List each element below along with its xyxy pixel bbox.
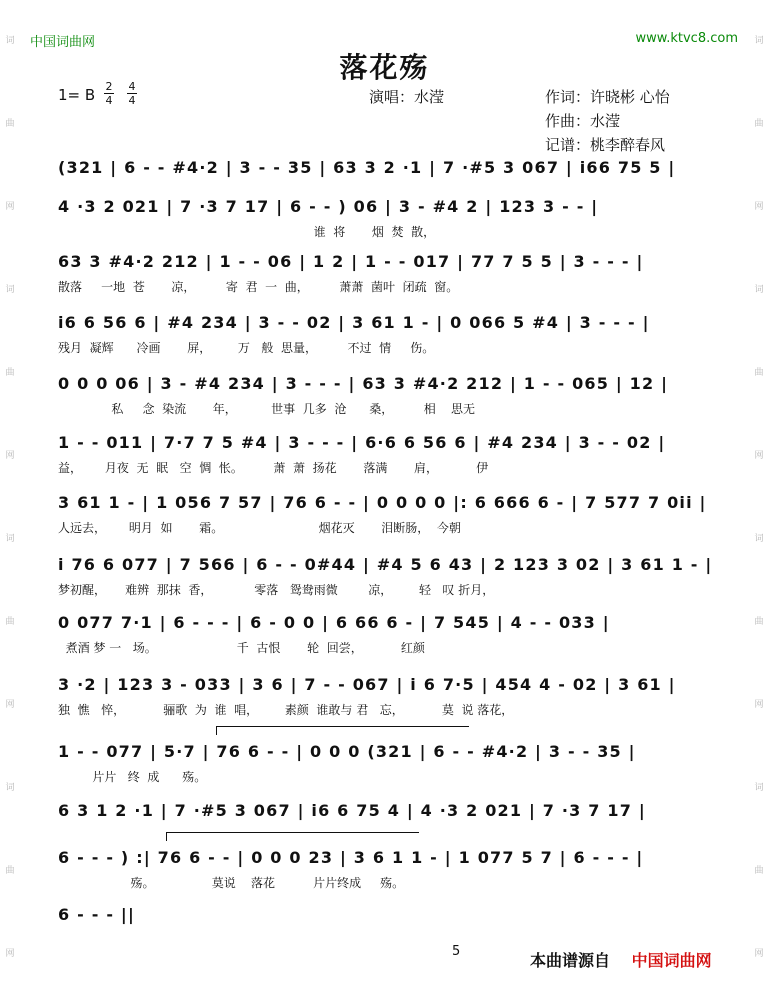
notation: 6 3 1 2 ·1 | 7 ·#5 3 067 | i6 6 75 4 | 4 ·3 2 021 | 7 ·3 7 17 |: [58, 801, 646, 820]
lyrics: 人远去， 明月 如 霜。 烟花灭 泪断肠， 今朝: [58, 521, 461, 535]
watermark-char: 网: [754, 450, 764, 461]
lyrics: [58, 931, 708, 947]
watermark-char: 词: [754, 533, 764, 544]
lyrics: 益， 月夜 无 眠 空 惆 怅。 萧 萧 扬花 落满 肩， 伊: [58, 461, 489, 475]
notation: 4 ·3 2 021 | 7 ·3 7 17 | 6 - - ) 06 | 3 - #4 2 | 123 3 - - |: [58, 197, 599, 216]
time-signature-2: [127, 81, 137, 106]
source-credit: [530, 948, 748, 970]
watermark-char: 曲: [754, 367, 764, 378]
lyrics: 散落 一地 苍 凉， 寄 君 一 曲， 萧萧 菌叶 闭疏 窗。: [58, 280, 459, 294]
source-label: 本曲谱源自: [530, 951, 611, 970]
watermark-char: 网: [5, 450, 15, 461]
notation: 0 0 0 06 | 3 - #4 234 | 3 - - - | 63 3 #4·2 212 | 1 - - 065 | 12 |: [58, 374, 669, 393]
singer-credit: 演唱：水滢: [369, 88, 445, 106]
lyricist-credit: 作词：许晓彬 心怡: [545, 88, 670, 106]
watermark-char: 曲: [754, 118, 764, 129]
notation: 6 - - - ||: [58, 905, 136, 924]
lyrics: 片片 终 成 殇。: [58, 770, 207, 784]
key-signature: 1= B: [58, 86, 96, 104]
composer-credit: 作曲：水滢: [545, 112, 621, 130]
time-signature-1: [104, 81, 114, 106]
lyrics: 殇。 莫说 落花 片片终成 殇。: [58, 876, 405, 890]
notation: (321 | 6 - - #4·2 | 3 - - 35 | 63 3 2 ·1 | 7 ·#5 3 067 | i66 75 5 |: [58, 158, 676, 177]
lyrics: 独 憔 悴， 骊歌 为 谁 唱， 素颜 谁敢与 君 忘， 莫 说 落花，: [58, 703, 514, 717]
watermark-char: 网: [5, 948, 15, 959]
source-site: 中国词曲网: [631, 951, 712, 970]
lyrics: 梦初醒， 难辨 那抹 香， 零落 鸳鸯雨微 凉， 轻 叹 折月，: [58, 583, 495, 597]
watermark-char: 词: [5, 284, 15, 295]
notation: 1 - - 077 | 5·7 | 76 6 - - | 0 0 0 (321 | 6 - - #4·2 | 3 - - 35 |: [58, 742, 636, 761]
watermark-char: 曲: [5, 118, 15, 129]
watermark-char: 词: [754, 782, 764, 793]
watermark-char: 词: [754, 284, 764, 295]
notation: 63 3 #4·2 212 | 1 - - 06 | 1 2 | 1 - - 017 | 77 7 5 5 | 3 - - - |: [58, 252, 644, 271]
side-watermark-right: [751, 0, 767, 996]
time-sig-denominator: 4: [128, 94, 136, 107]
volta-bracket-2: [166, 832, 419, 841]
lyrics: 煮酒 梦 一 场。 千 古恨 轮 回尝， 红颜: [58, 641, 425, 655]
time-sig-numerator: 2: [105, 80, 113, 93]
volta-bracket-1: [216, 726, 469, 735]
lyrics: 残月 凝辉 冷画 屏， 万 般 思量， 不过 情 伤。: [58, 341, 435, 355]
notation: 1 - - 011 | 7·7 7 5 #4 | 3 - - - | 6·6 6 56 6 | #4 234 | 3 - - 02 |: [58, 433, 666, 452]
watermark-char: 曲: [754, 865, 764, 876]
notation: 3 ·2 | 123 3 - 033 | 3 6 | 7 - - 067 | i 6 7·5 | 454 4 - 02 | 3 61 |: [58, 675, 676, 694]
watermark-char: 词: [754, 35, 764, 46]
watermark-char: 曲: [5, 865, 15, 876]
watermark-char: 词: [5, 35, 15, 46]
watermark-char: 曲: [754, 616, 764, 627]
watermark-char: 网: [5, 201, 15, 212]
transcriber-credit: 记谱：桃李醉春风: [545, 136, 666, 154]
watermark-char: 网: [754, 948, 764, 959]
lyrics: 私 念 染流 年， 世事 几多 沧 桑， 相 思无: [58, 402, 476, 416]
side-watermark-left: [2, 0, 18, 996]
time-sig-denominator: 4: [105, 94, 113, 107]
watermark-char: 曲: [5, 616, 15, 627]
watermark-char: 网: [5, 699, 15, 710]
lyrics: 谁 将 烟 焚 散，: [58, 225, 436, 239]
page-number: 5: [452, 944, 461, 959]
notation: 3 61 1 - | 1 056 7 57 | 76 6 - - | 0 0 0 0 |: 6 666 6 - | 7 577 7 0ii |: [58, 493, 707, 512]
watermark-char: 曲: [5, 367, 15, 378]
watermark-char: 词: [5, 533, 15, 544]
notation: 0 077 7·1 | 6 - - - | 6 - 0 0 | 6 66 6 - | 7 545 | 4 - - 033 |: [58, 613, 610, 632]
watermark-char: 网: [754, 201, 764, 212]
watermark-char: 网: [754, 699, 764, 710]
notation: i6 6 56 6 | #4 234 | 3 - - 02 | 3 61 1 - | 0 066 5 #4 | 3 - - - |: [58, 313, 650, 332]
site-url: www.ktvc8.com: [635, 31, 738, 46]
song-title: 落花殇: [339, 51, 430, 84]
time-sig-numerator: 4: [128, 80, 136, 93]
site-name-left: 中国词曲网: [30, 35, 96, 50]
watermark-char: 词: [5, 782, 15, 793]
notation: i 76 6 077 | 7 566 | 6 - - 0#44 | #4 5 6 43 | 2 123 3 02 | 3 61 1 - |: [58, 555, 713, 574]
notation: 6 - - - ) :| 76 6 - - | 0 0 0 23 | 3 6 1 1 - | 1 077 5 7 | 6 - - - |: [58, 848, 644, 867]
